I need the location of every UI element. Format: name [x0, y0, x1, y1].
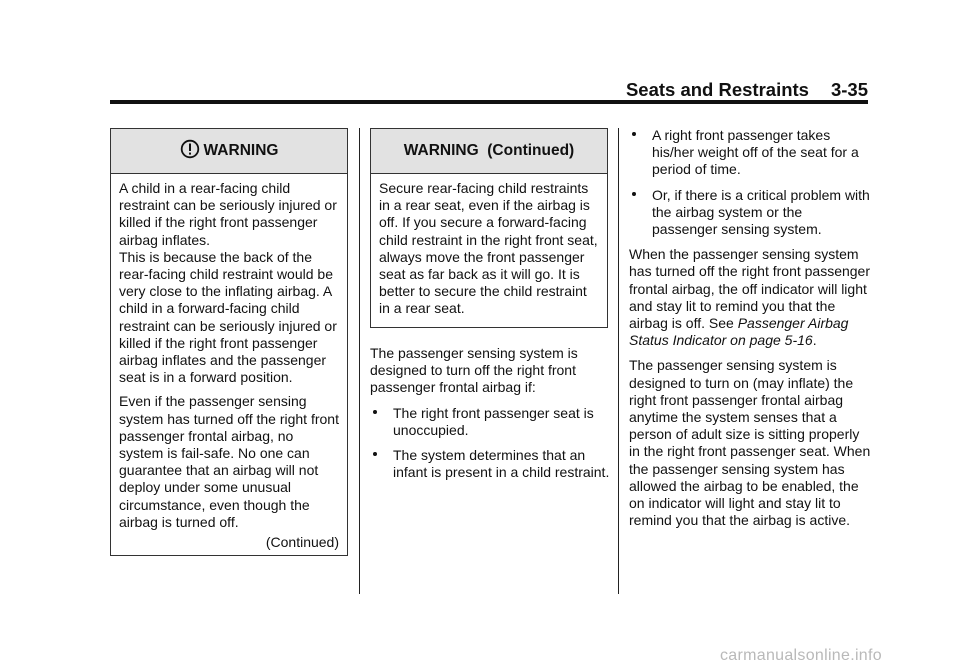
warning-box: [110, 128, 348, 556]
continued-label: (Continued): [265, 534, 339, 551]
warning-continued-box: [370, 128, 608, 328]
page-number: 3-35: [830, 79, 868, 100]
warning-icon: [180, 133, 200, 177]
section-title: Seats and Restraints: [625, 79, 809, 100]
header-rule: [110, 100, 868, 104]
list-item: A right front passenger takes his/her weight off of the seat for a period of time.: [629, 127, 871, 179]
warning-paragraph-3: Even if the passenger sensing system has turned off the right front passenger frontal airbag, no system is fail-safe. No one can guarantee that an airbag will not deploy under some unusual circumstance, even though the airbag is turned off.: [119, 393, 339, 530]
condition-list-continued: [629, 127, 871, 238]
right-column-text: [629, 127, 871, 537]
warning-continued-paragraph: Secure rear-facing child restraints in a rear seat, even if the airbag is off. If you secure a forward-facing child restraint in the right front seat, always move the front passenger seat as far back as it will go. It is better to secure the child restraint in a rear seat.: [379, 180, 598, 317]
warning-body: [111, 174, 347, 557]
warning-title: WARNING: [203, 142, 279, 159]
list-item: Or, if there is a critical problem with the airbag system or the passenger sensing system.: [629, 187, 871, 239]
list-item: The right front passenger seat is unoccupied.: [370, 405, 610, 439]
warning-header: [111, 129, 347, 174]
watermark: carmanualsonline.info: [720, 647, 882, 664]
warning-continued-body: [371, 174, 607, 324]
condition-list: [370, 405, 610, 482]
warning-continued-title: WARNING (Continued): [403, 142, 575, 159]
intro-paragraph: The passenger sensing system is designed to turn off the right front passenger frontal airbag if:: [370, 345, 578, 396]
warning-continued-header: [371, 129, 607, 174]
column-divider-right: [618, 128, 619, 594]
column-divider-left: [359, 128, 360, 594]
on-indicator-paragraph: The passenger sensing system is designed to turn on (may inflate) the right front passenger frontal airbag anytime the system senses that a person of adult size is sitting properly in the right front passenger seat. When the passenger sensing system has allowed the airbag to be enabled, the on indicator will light and stay lit to remind you that the airbag is active.: [629, 357, 871, 529]
off-indicator-paragraph: [629, 246, 871, 349]
cross-reference-link[interactable]: Passenger Airbag Status Indicator on page 5-16: [629, 315, 849, 349]
off-indicator-text: When the passenger sensing system has turned off the right front passenger frontal airbag, the off indicator will light and stay lit to remind you that the airbag is off. See: [629, 246, 871, 332]
warning-paragraph-2: This is because the back of the rear-facing child restraint would be very close to the inflating airbag. A child in a forward-facing child restraint can be seriously injured or killed if the right front passenger airbag inflates and the passenger seat is in a forward position.: [119, 248, 337, 386]
list-item: The system determines that an infant is present in a child restraint.: [370, 447, 610, 481]
middle-column-text: [370, 345, 610, 489]
off-indicator-end: .: [812, 332, 817, 349]
warning-paragraph-1: A child in a rear-facing child restraint can be seriously injured or killed if the right front passenger airbag inflates.: [119, 180, 337, 248]
page-header: [110, 78, 868, 102]
